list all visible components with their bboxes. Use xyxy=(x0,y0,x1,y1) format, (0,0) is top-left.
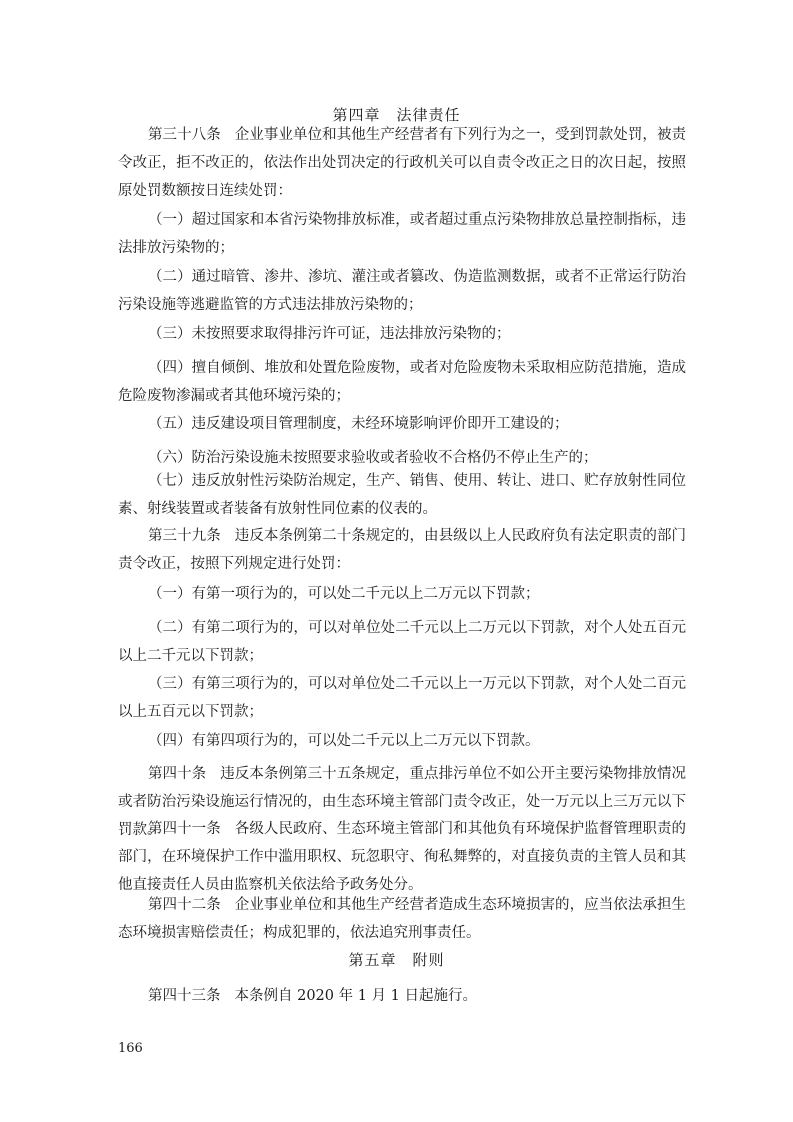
article-38-item-2: （二）通过暗管、渗井、渗坑、灌注或者篡改、伪造监测数据，或者不正常运行防治污染设施等逃避监管的方式违法排放污染物的； xyxy=(118,269,686,313)
article-41-number: 第四十一条 xyxy=(148,821,221,837)
article-43-number: 第四十三条 xyxy=(148,988,221,1004)
article-41 xyxy=(118,815,686,899)
article-42-number: 第四十二条 xyxy=(148,897,221,913)
article-38-item-3: （三）未按照要求取得排污许可证，违法排放污染物的； xyxy=(148,326,511,342)
article-38-item-4: （四）擅自倾倒、堆放和处置危险废物，或者对危险废物未采取相应防范措施，造成危险废物渗漏或者其他环境污染的； xyxy=(118,360,686,404)
article-43-text: 本条例自 2020 年 1 月 1 日起施行。 xyxy=(234,988,478,1004)
article-39-text: 违反本条例第二十条规定的，由县级以上人民政府负有法定职责的部门责令改正，按照下列规定进行处罚： xyxy=(118,528,687,572)
article-40-number: 第四十条 xyxy=(148,766,207,782)
article-39 xyxy=(118,522,686,578)
article-39-item-1: （一）有第一项行为的，可以处二千元以上二万元以下罚款； xyxy=(148,586,540,602)
article-39-item-3: （三）有第三项行为的，可以对单位处二千元以上一万元以下罚款，对个人处二百元以上五百元以下罚款； xyxy=(118,676,686,720)
article-43 xyxy=(118,982,686,1010)
article-40-text: 违反本条例第三十五条规定，重点排污单位不如公开主要污染物排放情况或者防治污染设施运行情况的，由生态环境主管部门责令改正，处一万元以上三万元以下罚款。 xyxy=(118,766,687,838)
article-39-item-4: （四）有第四项行为的，可以处二千元以上二万元以下罚款。 xyxy=(148,733,540,749)
article-42-text: 企业事业单位和其他生产经营者造成生态环境损害的，应当依法承担生态环境损害赔偿责任；构成犯罪的，依法追究刑事责任。 xyxy=(118,897,687,941)
article-38 xyxy=(118,121,686,205)
article-38-number: 第三十八条 xyxy=(148,127,221,143)
article-38-item-6: （六）防治污染设施未按照要求验收或者验收不合格仍不停止生产的； xyxy=(148,450,598,466)
chapter-4-title: 第四章 法律责任 xyxy=(332,106,461,124)
article-39-number: 第三十九条 xyxy=(148,528,221,544)
article-38-item-7: （七）违反放射性污染防治规定，生产、销售、使用、转让、进口、贮存放射性同位素、射线装置或者装备有放射性同位素的仪表的。 xyxy=(118,473,686,517)
article-38-item-5: （五）违反建设项目管理制度，未经环境影响评价即开工建设的； xyxy=(148,416,569,432)
article-41-text: 各级人民政府、生态环境主管部门和其他负有环境保护监督管理职责的部门，在环境保护工作中滥用职权、玩忽职守、徇私舞弊的，对直接负责的主管人员和其他直接责任人员由监察机关依法给予政务处分。 xyxy=(118,821,687,893)
article-38-item-1: （一）超过国家和本省污染物排放标准，或者超过重点污染物排放总量控制指标，违法排放污染物的； xyxy=(118,212,686,256)
article-38-text: 企业事业单位和其他生产经营者有下列行为之一，受到罚款处罚，被责令改正，拒不改正的，依法作出处罚决定的行政机关可以自责令改正之日的次日起，按照原处罚数额按日连续处罚： xyxy=(118,127,687,199)
article-42 xyxy=(118,891,686,947)
page-number: 166 xyxy=(118,1041,143,1056)
chapter-5-title: 第五章 附则 xyxy=(348,951,445,969)
article-39-item-2: （二）有第二项行为的，可以对单位处二千元以上二万元以下罚款，对个人处五百元以上二千元以下罚款； xyxy=(118,620,686,664)
